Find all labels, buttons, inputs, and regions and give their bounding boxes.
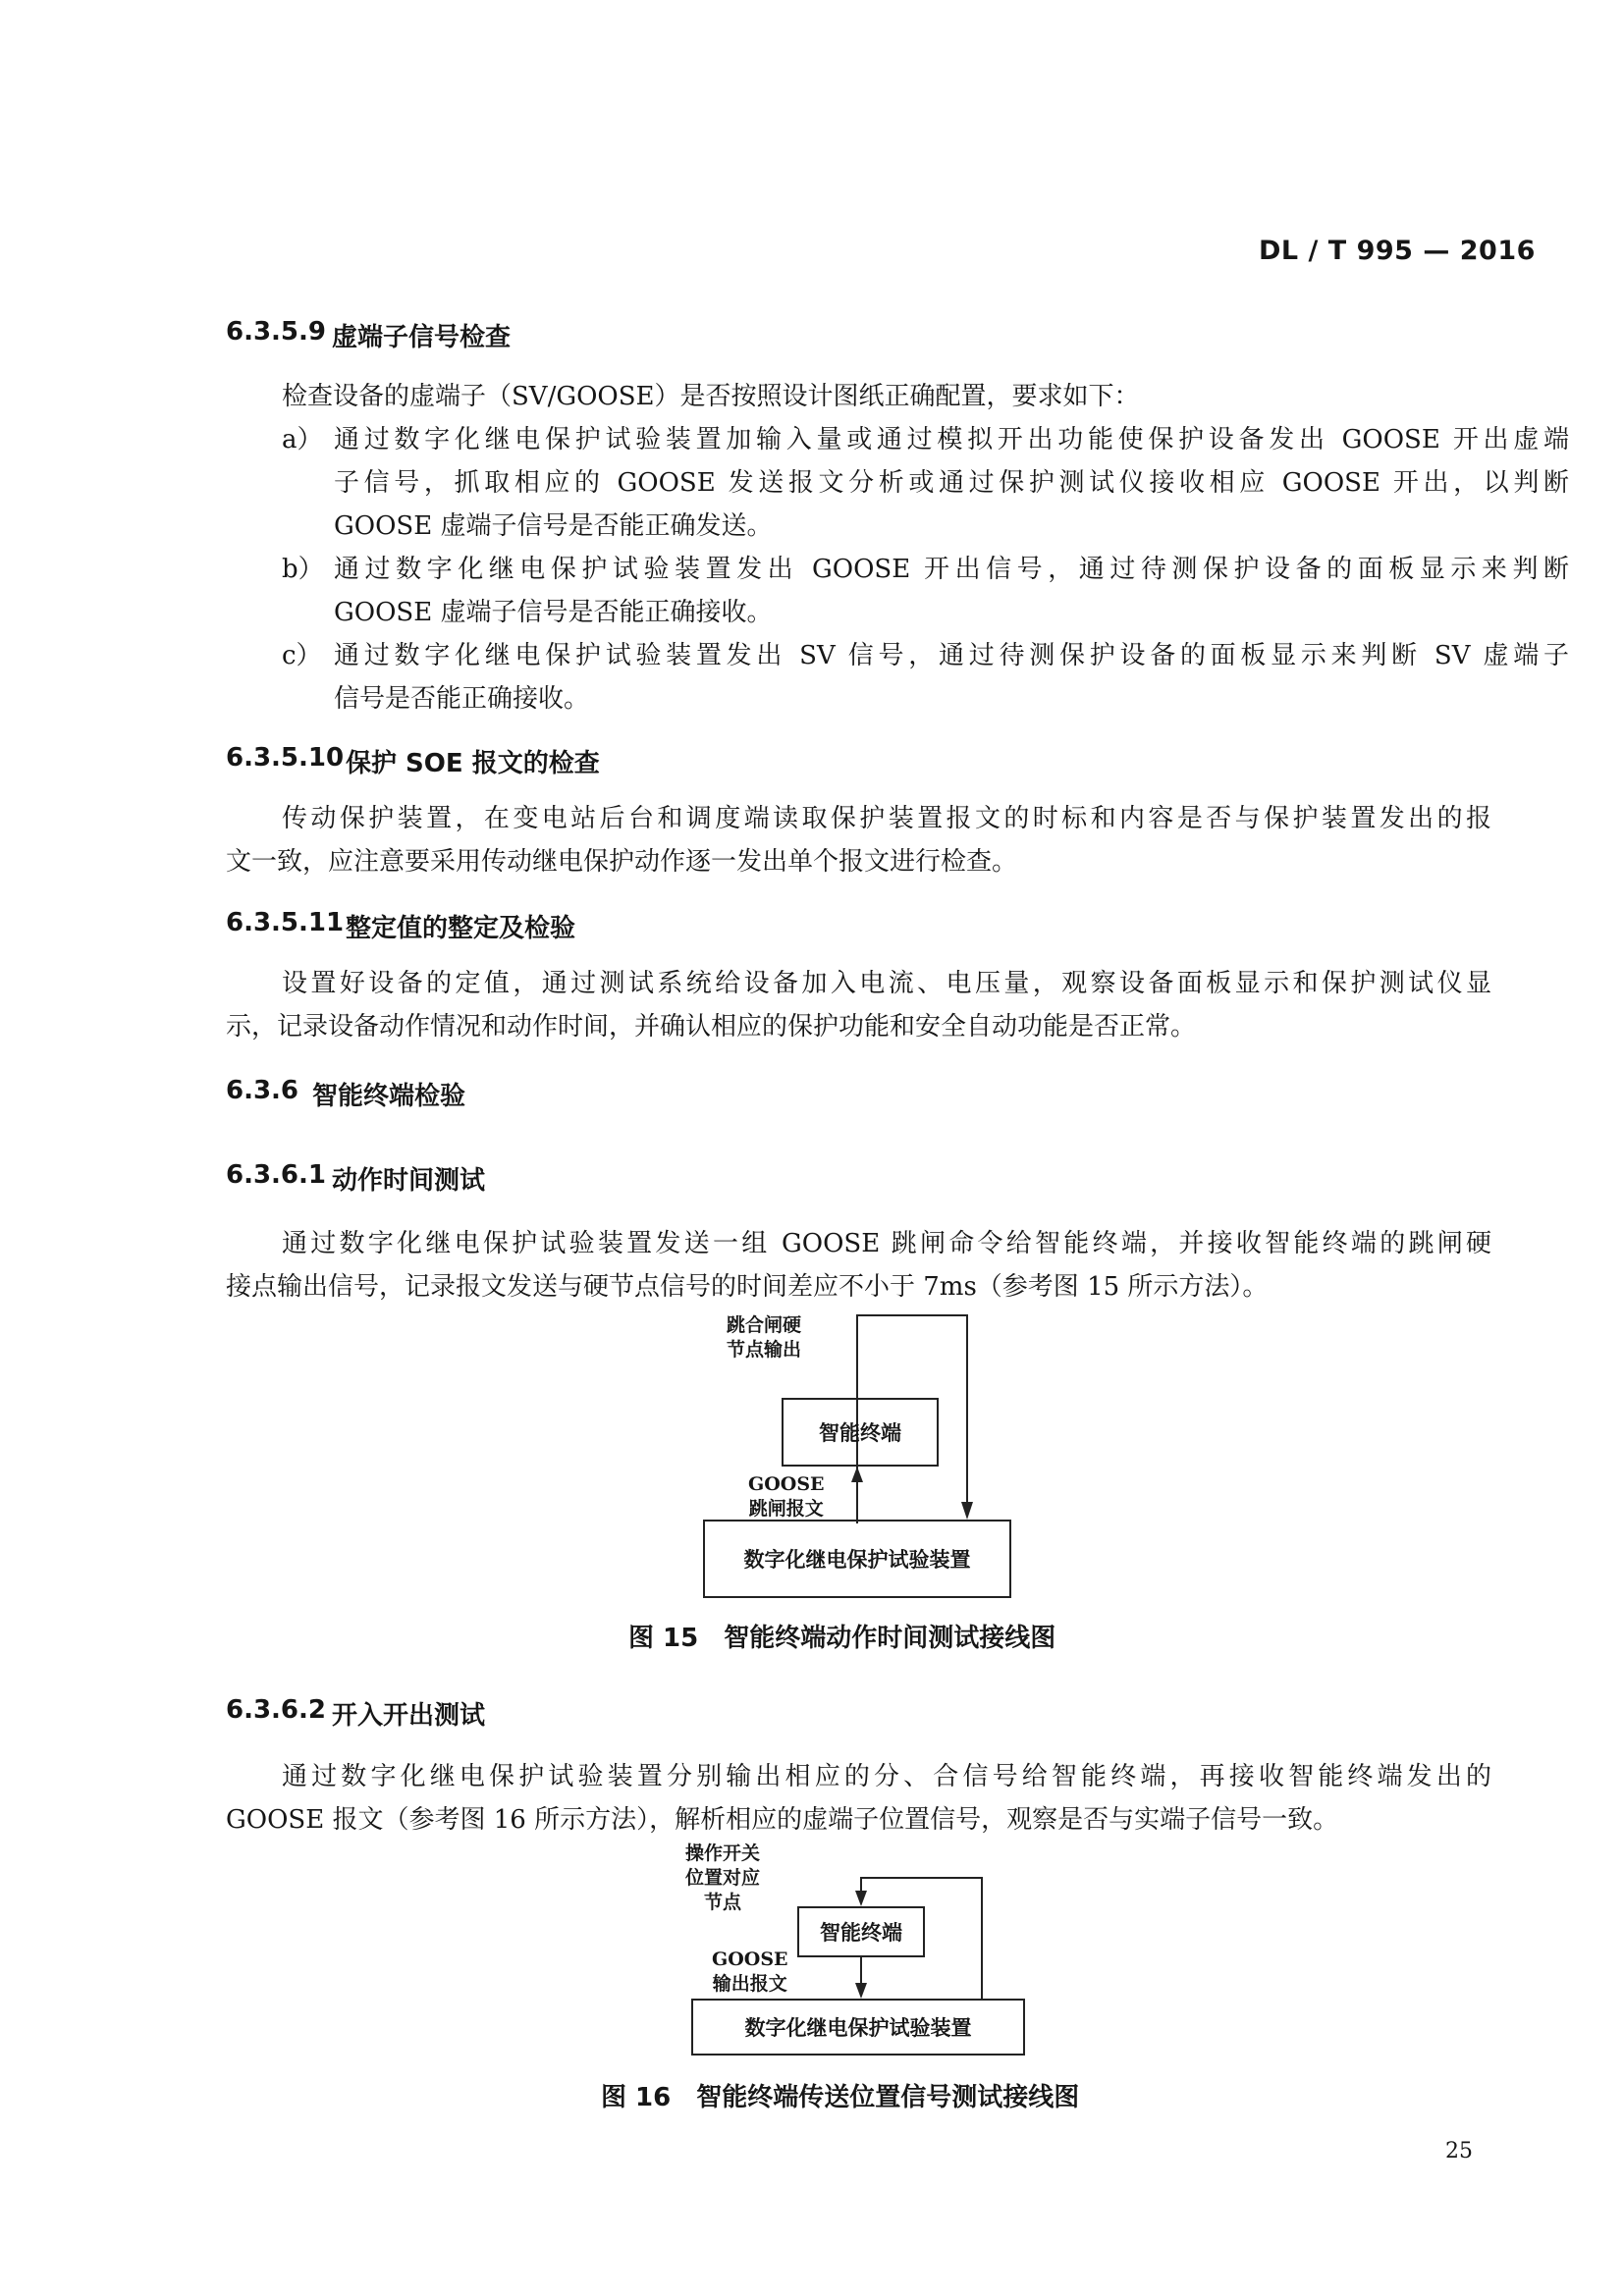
fig16-label-position: 操作开关 位置对应 节点 <box>685 1842 761 1913</box>
para-63511-line-2: 示，记录设备动作情况和动作时间，并确认相应的保护功能和安全自动功能是否正常。 <box>226 1012 1197 1041</box>
section-title-636: 智能终端检验 <box>312 1082 466 1111</box>
list-item-c-line-1: 通过数字化继电保护试验装置发出 SV 信号，通过待测保护设备的面板显示来判断 SV 虚端子 <box>334 641 1569 670</box>
section-title-63510: 保护 SOE 报文的检查 <box>346 749 600 778</box>
section-title-6361: 动作时间测试 <box>332 1166 486 1196</box>
fig15-box-smart-terminal: 智能终端 <box>782 1398 939 1467</box>
section-number-63510: 6.3.5.10 <box>226 743 345 773</box>
fig15-label-goose: GOOSE 跳闸报文 <box>748 1473 825 1520</box>
list-item-c-line-2: 信号是否能正确接收。 <box>334 684 590 714</box>
standard-number: DL / T 995 — 2016 <box>1259 236 1536 266</box>
para-6362-line-1: 通过数字化继电保护试验装置分别输出相应的分、合信号给智能终端，再接收智能终端发出的 <box>282 1762 1491 1791</box>
section-number-6361: 6.3.6.1 <box>226 1160 326 1190</box>
section-title-6359: 虚端子信号检查 <box>332 323 512 352</box>
para-6362-line-2: GOOSE 报文（参考图 16 所示方法），解析相应的虚端子位置信号，观察是否与实端子信号一致。 <box>226 1805 1339 1835</box>
fig15-label-output: 跳合闸硬 节点输出 <box>727 1314 802 1361</box>
fig16-box-smart-terminal: 智能终端 <box>797 1906 925 1957</box>
para-6361-line-1: 通过数字化继电保护试验装置发送一组 GOOSE 跳闸命令给智能终端，并接收智能终端的跳闸硬 <box>282 1229 1491 1258</box>
list-item-a-line-3: GOOSE 虚端子信号是否能正确发送。 <box>334 511 773 541</box>
para-63511-line-1: 设置好设备的定值，通过测试系统给设备加入电流、电压量，观察设备面板显示和保护测试仪显 <box>282 969 1491 998</box>
list-marker-a: a） <box>282 425 323 454</box>
fig15-caption: 图 15 智能终端动作时间测试接线图 <box>628 1624 1056 1653</box>
list-marker-c: c） <box>282 641 322 670</box>
section-title-63511: 整定值的整定及检验 <box>346 914 576 943</box>
section-number-636: 6.3.6 <box>226 1076 299 1105</box>
section-title-6362: 开入开出测试 <box>332 1701 486 1731</box>
para-63510-line-2: 文一致，应注意要采用传动继电保护动作逐一发出单个报文进行检查。 <box>226 847 1018 877</box>
section-number-6359: 6.3.5.9 <box>226 317 326 347</box>
list-item-b-line-1: 通过数字化继电保护试验装置发出 GOOSE 开出信号，通过待测保护设备的面板显示来判断 <box>334 555 1569 584</box>
list-marker-b: b） <box>282 555 324 584</box>
fig16-arrow-down-top <box>855 1891 867 1906</box>
section-number-63511: 6.3.5.11 <box>226 908 345 937</box>
fig16-caption: 图 16 智能终端传送位置信号测试接线图 <box>601 2083 1080 2112</box>
para-63510-line-1: 传动保护装置，在变电站后台和调度端读取保护装置报文的时标和内容是否与保护装置发出的报 <box>282 804 1491 833</box>
para-6359-intro: 检查设备的虚端子（SV/GOOSE）是否按照设计图纸正确配置，要求如下： <box>282 382 1140 411</box>
fig16-arrow-down-bottom <box>855 1983 867 1999</box>
para-6361-line-2: 接点输出信号，记录报文发送与硬节点信号的时间差应不小于 7ms（参考图 15 所示方法）。 <box>226 1272 1269 1302</box>
fig15-box-test-device: 数字化继电保护试验装置 <box>703 1520 1011 1598</box>
list-item-a-line-2: 子信号，抓取相应的 GOOSE 发送报文分析或通过保护测试仪接收相应 GOOSE 开出，以判断 <box>334 468 1569 498</box>
page-number: 25 <box>1445 2139 1473 2163</box>
section-number-6362: 6.3.6.2 <box>226 1695 326 1725</box>
list-item-b-line-2: GOOSE 虚端子信号是否能正确接收。 <box>334 598 773 627</box>
fig16-label-goose: GOOSE 输出报文 <box>712 1949 788 1995</box>
fig16-box-test-device: 数字化继电保护试验装置 <box>691 1999 1025 2056</box>
list-item-a-line-1: 通过数字化继电保护试验装置加输入量或通过模拟开出功能使保护设备发出 GOOSE 开出虚端 <box>334 425 1569 454</box>
